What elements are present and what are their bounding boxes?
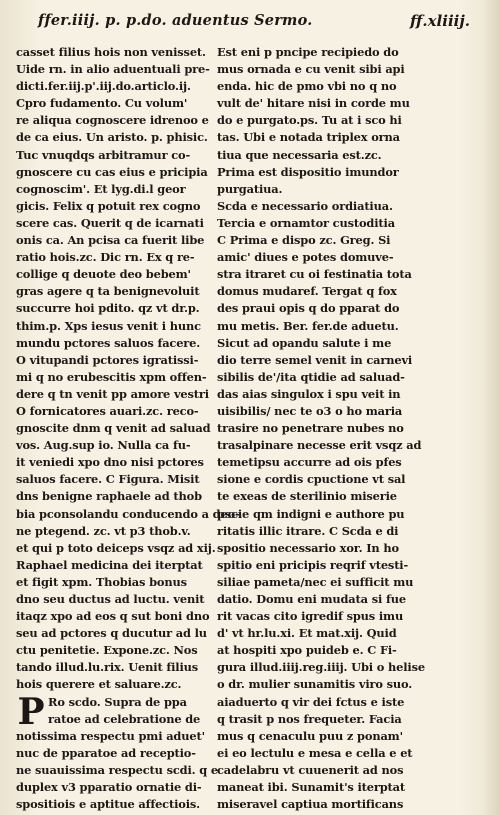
text-line: o dr. mulier sunamitis viro suo.	[217, 677, 413, 692]
text-line: thim.p. Xps iesus venit i hunc	[16, 318, 201, 333]
text-line: enda. hic de pmo vbi no q no	[217, 79, 397, 94]
text-line: et qui p toto deiceps vsqz ad xij.	[16, 540, 216, 555]
folio-number: ff.xliiij.	[409, 12, 470, 30]
text-line: hois querere et saluare.zc.	[16, 677, 182, 692]
text-line: seu ad pctores q ducutur ad lu	[16, 626, 207, 641]
text-line: do e purgato.ps. Tu at i sco hi	[217, 113, 402, 128]
text-line: gnoscere cu cas eius e pricipia	[16, 164, 208, 179]
text-line: ne suauissima respectu scdi. q e	[16, 762, 218, 777]
text-line: re aliqua cognoscere idrenoo e	[16, 113, 209, 128]
text-line: C Prima e dispo zc. Greg. Si	[217, 233, 391, 248]
text-line: Prima est dispositio imundor	[217, 164, 399, 179]
text-line: domus mudaref. Tergat q fox	[217, 284, 397, 299]
left-text-column	[16, 44, 240, 813]
text-line: dns benigne raphaele ad thob	[16, 489, 202, 504]
text-line: tando illud.lu.rix. Uenit filius	[16, 660, 199, 675]
text-line: siliae pameta/nec ei sufficit mu	[217, 574, 414, 589]
text-line: temetipsu accurre ad ois pfes	[217, 455, 402, 470]
text-line: mi q no erubescitis xpm offen-	[16, 369, 207, 384]
text-line: O vitupandi pctores igratissi-	[16, 352, 199, 367]
right-text-column	[217, 44, 425, 813]
text-line: tas. Ubi e notada triplex orna	[217, 130, 400, 145]
text-line: trasalpinare necesse erit vsqz ad	[217, 438, 422, 453]
text-line: mu metis. Ber. fer.de aduetu.	[217, 318, 399, 333]
text-line: nuc de pparatoe ad receptio-	[16, 745, 196, 760]
text-line: ratio hois.zc. Dic rn. Ex q re-	[16, 250, 195, 265]
text-line: scere cas. Querit q de icarnati	[16, 215, 204, 230]
text-line: spositio necessario xor. In ho	[217, 540, 399, 555]
text-line: pscie qm indigni e authore pu	[217, 506, 405, 521]
text-line: rit vacas cito igredif spus imu	[217, 609, 404, 624]
text-line: cadelabru vt cuuenerit ad nos	[217, 762, 404, 777]
text-line: Cpro fudamento. Cu volum'	[16, 96, 188, 111]
text-line: spitio eni pricipis reqrif vtesti-	[217, 557, 409, 572]
text-line: ne ptegend. zc. vt p3 thob.v.	[16, 523, 191, 538]
text-line: Ro scdo. Supra de ppa	[48, 694, 187, 709]
text-line: succurre hoi pdito. qz vt dr.p.	[16, 301, 200, 316]
text-line: stra itraret cu oi festinatia tota	[217, 267, 412, 282]
text-line: Raphael medicina dei iterptat	[16, 557, 203, 572]
text-line: sione e cordis cpuctione vt sal	[217, 472, 406, 487]
page-edge-shadow	[482, 0, 500, 815]
text-line: purgatiua.	[217, 181, 283, 196]
running-header	[0, 8, 500, 34]
text-line: onis ca. An pcisa ca fuerit libe	[16, 233, 205, 248]
text-line: duplex v3 pparatio ornatie di-	[16, 780, 202, 795]
text-line: ritatis illic itrare. C Scda e di	[217, 523, 399, 538]
text-line: gura illud.iiij.reg.iiij. Ubi o helise	[217, 660, 425, 675]
text-line: Sicut ad opandu salute i me	[217, 335, 392, 350]
text-line: Scda e necessario ordiatiua.	[217, 198, 393, 213]
text-line: saluos facere. C Figura. Misit	[16, 472, 200, 487]
text-line: mus ornada e cu venit sibi api	[217, 62, 405, 77]
text-line: de ca eius. Un aristo. p. phisic.	[16, 130, 208, 145]
text-line: ctu penitetie. Expone.zc. Nos	[16, 643, 198, 658]
text-line: O fornicatores auari.zc. reco-	[16, 403, 199, 418]
text-line: ratoe ad celebratione de	[48, 711, 201, 726]
text-line: mus q cenaculu puu z ponam'	[217, 728, 403, 743]
text-line: bia pconsolandu conducendo a deo-	[16, 506, 240, 521]
text-line: amic' diues e potes domuve-	[217, 250, 394, 265]
text-line: collige q deuote deo bebem'	[16, 267, 191, 282]
text-line: spositiois e aptitue affectiois.	[16, 797, 200, 812]
text-line: sibilis de'/ita qtidie ad saluad-	[217, 369, 405, 384]
dropcap-paragraph	[16, 690, 218, 814]
text-line: notissima respectu pmi aduet'	[16, 728, 205, 743]
text-line: et figit xpm. Thobias bonus	[16, 574, 187, 589]
text-line: at hospiti xpo puideb e. C Fi-	[217, 643, 397, 658]
text-line: vos. Aug.sup io. Nulla ca fu-	[16, 438, 191, 453]
text-line: maneat ibi. Sunamit's iterptat	[217, 780, 406, 795]
text-line: it veniedi xpo dno nisi pctores	[16, 455, 204, 470]
text-line: gicis. Felix q potuit rex cogno	[16, 198, 201, 213]
text-line: trasire no penetrare nubes no	[217, 421, 404, 436]
text-line: das aias singulox i spu veit in	[217, 386, 401, 401]
text-line: Tuc vnuqdqs arbitramur co-	[16, 147, 191, 162]
text-line: dicti.fer.iij.p'.iij.do.articlo.ij.	[16, 79, 191, 94]
text-line: dno seu ductus ad luctu. venit	[16, 592, 205, 606]
running-title: ffer.iiij. p. p.do. aduentus Sermo.	[38, 12, 313, 29]
text-line: aiaduerto q vir dei fctus e iste	[217, 694, 405, 709]
text-line: casset filius hois non venisset.	[16, 45, 206, 59]
text-line: gnoscite dnm q venit ad saluad	[16, 421, 211, 436]
text-line: tiua que necessaria est.zc.	[217, 147, 382, 162]
text-line: datio. Domu eni mudata si fue	[217, 592, 406, 606]
text-line: Uide rn. in alio aduentuali pre-	[16, 62, 210, 77]
text-line: Est eni p pncipe recipiedo do	[217, 45, 399, 59]
text-line: miseravel captiua mortificans	[217, 797, 404, 812]
text-line: des praui opis q do pparat do	[217, 301, 400, 316]
text-line: uisibilis/ nec te o3 o ho maria	[217, 403, 403, 418]
text-line: Tercia e ornamtor custoditia	[217, 215, 395, 230]
text-line: dere q tn venit pp amore vestri	[16, 386, 209, 401]
text-line: mundu pctores saluos facere.	[16, 335, 201, 350]
text-line: cognoscim'. Et lyg.di.l geor	[16, 181, 186, 196]
text-line: vult de' hitare nisi in corde mu	[217, 96, 410, 111]
drop-cap-letter: P	[17, 690, 45, 733]
text-line: te exeas de sterilinio miserie	[217, 489, 397, 504]
text-line: q trasit p nos frequeter. Facia	[217, 711, 402, 726]
text-line: d' vt hr.lu.xi. Et mat.xij. Quid	[217, 626, 397, 641]
text-line: itaqz xpo ad eos q sut boni dno	[16, 609, 210, 624]
text-line: ei eo lectulu e mesa e cella e et	[217, 745, 413, 760]
text-line: dio terre semel venit in carnevi	[217, 352, 413, 367]
text-line: gras agere q ta benignevoluit	[16, 284, 200, 299]
